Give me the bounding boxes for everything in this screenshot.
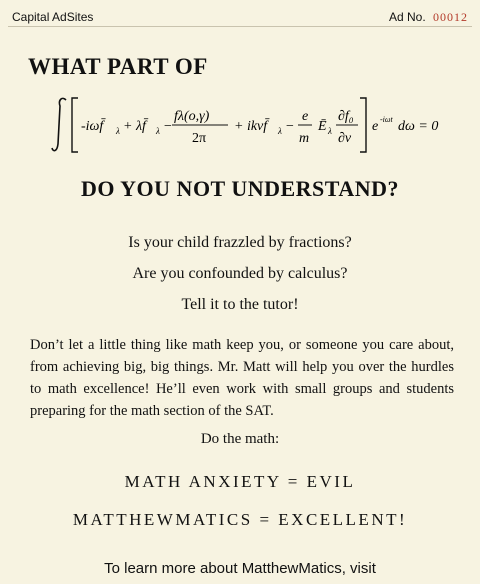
ad-number: 00012 <box>433 10 468 24</box>
slogan-2: MATTHEWMATICS = EXCELLENT! <box>72 510 408 529</box>
eq-sub1: λ <box>116 126 120 136</box>
eq-exp-power: -iωt <box>380 115 393 124</box>
question-1: Is your child frazzled by fractions? <box>128 234 352 251</box>
eq-frac1-den: 2π <box>192 131 207 146</box>
equation-svg <box>52 94 452 156</box>
eq-minus2: − <box>286 119 294 134</box>
eq-frac2-den: m <box>299 131 310 146</box>
eq-minus1: − <box>164 119 172 134</box>
left-bracket <box>72 98 78 152</box>
question-2: Are you confounded by calculus? <box>132 265 348 282</box>
headline-top: WHAT PART OF <box>28 54 208 79</box>
eq-sub3: λ <box>278 126 282 136</box>
ad-header-bar <box>8 4 472 27</box>
eq-frac3-den: ∂v <box>338 131 352 146</box>
eq-tail: dω = 0 <box>398 119 439 134</box>
eq-sub2: λ <box>156 126 160 136</box>
integral-sign <box>52 98 66 150</box>
math-equation <box>52 94 452 156</box>
eq-frac2-num: e <box>302 109 309 124</box>
ad-label: Ad No. <box>388 10 426 24</box>
eq-efield: Ē <box>318 119 327 134</box>
ad-number-label <box>389 10 468 25</box>
eq-frac1-num: fλ(o,γ) <box>174 109 210 124</box>
eq-sub4: λ <box>328 126 332 136</box>
site-name: Capital AdSites <box>12 10 94 24</box>
body-paragraph: Don’t let a little thing like math keep you, or someone you care about, from achieving big, big things. Mr. Matt will help you over the hurdles to math excellence! He’ll even work with small groups and students preparing for the math section of the SAT. <box>30 337 454 419</box>
eq-plus-lambda: + λf̄ <box>123 119 146 134</box>
do-the-math: Do the math: <box>200 431 280 447</box>
eq-term1: -iωf̄ <box>81 119 104 134</box>
eq-exp-base: e <box>372 119 379 134</box>
eq-frac3-num: ∂f₀ <box>338 109 354 124</box>
right-bracket <box>360 98 366 152</box>
slogan-1: MATH ANXIETY = EVIL <box>124 472 356 491</box>
eq-ikv: + ikvf̄ <box>234 119 268 134</box>
learn-more-text: To learn more about MatthewMatics, visit <box>104 560 376 577</box>
question-3: Tell it to the tutor! <box>181 296 299 313</box>
headline-bottom: DO YOU NOT UNDERSTAND? <box>80 176 399 201</box>
